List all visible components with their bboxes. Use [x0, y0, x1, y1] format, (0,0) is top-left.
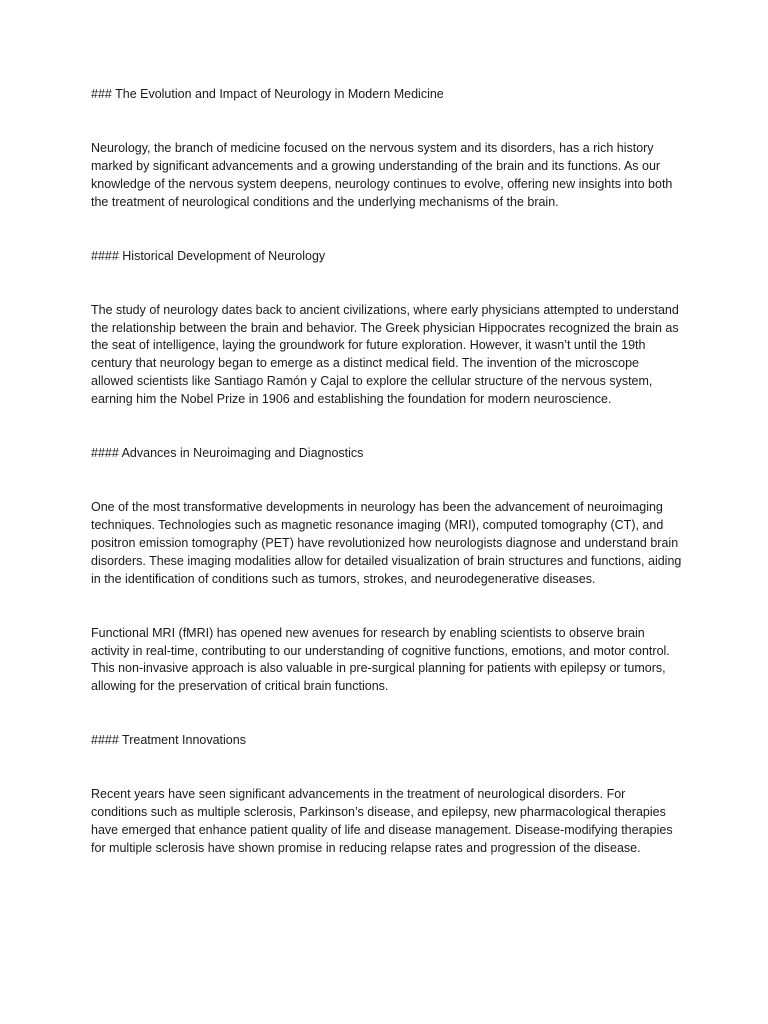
spacer — [91, 212, 683, 248]
intro-paragraph: Neurology, the branch of medicine focused on the nervous system and its disorders, has a rich history marked by significant advancements and a growing understanding of the brain and its functions. As our knowledge of the nervous system deepens, neurology continues to evolve, offering new insights into both the treatment of neurological conditions and the underlying mechanisms of the brain. — [91, 141, 673, 209]
section-heading-treatment: #### Treatment Innovations — [91, 733, 246, 748]
neuroimaging-paragraph-1: One of the most transformative developments in neurology has been the advancement of neuroimaging techniques. Technologies such as magnetic resonance imaging (MRI), computed tomography (CT), and positron emission tomography (PET) have revolutionized how neurologists diagnose and understand brain disorders. These imaging modalities allow for detailed visualization of brain structures and functions, aiding in the identification of conditions such as tumors, strokes, and neurodegenerative diseases. — [91, 500, 682, 586]
spacer — [91, 749, 683, 786]
spacer — [91, 462, 683, 499]
spacer — [91, 409, 683, 445]
history-paragraph: The study of neurology dates back to ancient civilizations, where early physicians attempted to understand the relationship between the brain and behavior. The Greek physician Hippocrates recognized the brain as the seat of intelligence, laying the groundwork for future exploration. However, it wasn’t until the 19th century that neurology began to emerge as a distinct medical field. The invention of the microscope allowed scientists like Santiago Ramón y Cajal to explore the cellular structure of the nervous system, earning him the Nobel Prize in 1906 and establishing the foundation for modern neuroscience. — [91, 302, 679, 407]
treatment-paragraph: Recent years have seen significant advancements in the treatment of neurological disorders. For conditions such as multiple sclerosis, Parkinson’s disease, and epilepsy, new pharmacological therapies have emerged that enhance patient quality of life and disease management. Disease-modifying therapies for multiple sclerosis have shown promise in reducing relapse rates and progression of the disease. — [91, 787, 673, 855]
spacer — [91, 265, 683, 302]
document-page — [91, 86, 683, 858]
neuroimaging-paragraph-2: Functional MRI (fMRI) has opened new avenues for research by enabling scientists to observe brain activity in real-time, contributing to our understanding of cognitive functions, emotions, and motor control. This non-invasive approach is also valuable in pre-surgical planning for patients with epilepsy or tumors, allowing for the preservation of critical brain functions. — [91, 625, 670, 694]
spacer — [91, 696, 683, 732]
spacer — [91, 103, 683, 140]
section-heading-neuroimaging: #### Advances in Neuroimaging and Diagnostics — [91, 446, 364, 461]
spacer — [91, 589, 683, 625]
document-title: ### The Evolution and Impact of Neurology in Modern Medicine — [91, 87, 444, 101]
section-heading-history: #### Historical Development of Neurology — [91, 248, 326, 263]
